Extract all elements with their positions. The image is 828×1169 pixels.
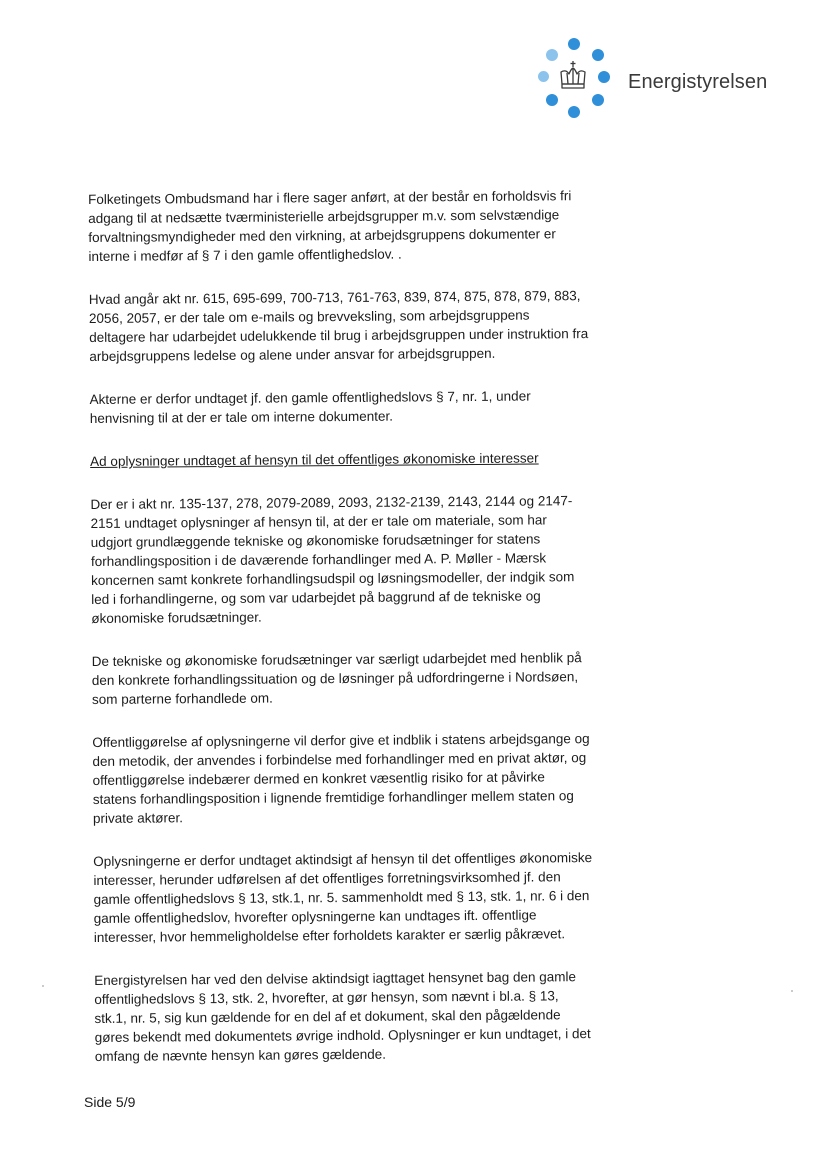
text-line: offentliggørelse indebærer dermed en konkret væsentlig risiko for at påvirke <box>92 769 545 788</box>
brand-name: Energistyrelsen <box>628 71 768 93</box>
paragraph <box>90 386 618 428</box>
text-line: stk.1, nr. 5, sig kun gældende for en del af et dokument, skal den pågældende <box>94 1007 561 1026</box>
logo-mark <box>534 38 610 122</box>
text-line: gamle offentlighedslov, hvorefter oplysningerne kan undtages ift. offentlige <box>93 907 537 926</box>
text-line: offentlighedslovs § 13, stk. 2, hvorefter, at gør hensyn, som nævnt i bl.a. § 13, <box>94 988 559 1007</box>
energistyrelsen-logo <box>534 38 774 122</box>
logo-dot <box>568 38 580 50</box>
logo-dot <box>538 71 549 82</box>
paragraph <box>89 286 618 366</box>
text-line: Der er i akt nr. 135-137, 278, 2079-2089, 2093, 2132-2139, 2143, 2144 og 2147- <box>90 493 573 512</box>
text-line: gamle offentlighedslovs § 13, stk.1, nr. 5. sammenholdt med § 13, stk. 1, nr. 6 i den <box>93 888 590 907</box>
paragraph <box>92 729 621 828</box>
text-line: Hvad angår akt nr. 615, 695-699, 700-713, 761-763, 839, 874, 875, 878, 879, 883, <box>88 288 581 307</box>
section-heading: Ad oplysninger undtaget af hensyn til det offentliges økonomiske interesser <box>90 450 539 469</box>
text-line: udgjort grundlæggende tekniske og økonomiske forudsætninger for statens <box>90 531 541 550</box>
text-line: Folketingets Ombudsmand har i flere sager anført, at der består en forholdsvis fri <box>88 188 572 207</box>
text-line: interesser, herunder udførelsen af det offentliges forretningsvirksomhed jf. den <box>93 869 561 888</box>
paragraph <box>92 648 620 709</box>
text-line: den metodik, der anvendes i forbindelse med forhandlinger med en privat aktør, og <box>92 750 587 769</box>
logo-dot <box>546 49 558 61</box>
text-line: adgang til at nedsætte tværministerielle arbejdsgrupper m.v. som selvstændige <box>88 207 560 226</box>
paragraph <box>90 491 619 628</box>
text-line: Oplysningerne er derfor undtaget aktindsigt af hensyn til det offentliges økonomiske <box>93 850 593 869</box>
text-line: omfang de nævnte hensyn kan gøres gældende. <box>94 1046 387 1064</box>
text-line: deltagere har udarbejdet udelukkende til brug i arbejdsgruppen under instruktion fra <box>89 326 589 345</box>
text-line: økonomiske forudsætninger. <box>91 609 262 626</box>
letter-body <box>88 186 623 1090</box>
paragraph <box>93 848 622 947</box>
text-line: 2151 undtaget oplysninger af hensyn til, at der er tale om materiale, som har <box>90 512 547 531</box>
text-line: henvisning til at der er tale om interne dokumenter. <box>89 408 394 426</box>
text-line: led i forhandlingerne, og som var udarbejdet på baggrund af de tekniske og <box>91 588 541 607</box>
text-line: arbejdsgruppens ledelse og alene under ansvar for arbejdsgruppen. <box>89 345 496 364</box>
logo-dot <box>568 106 580 118</box>
page-number: Side 5/9 <box>84 1094 136 1110</box>
scan-speck <box>791 990 793 992</box>
paragraph <box>88 186 617 266</box>
logo-dot <box>546 94 558 106</box>
text-line: interne i medfør af § 7 i den gamle offentlighedslov. . <box>88 246 402 264</box>
paragraph <box>94 967 623 1066</box>
logo-dot <box>598 71 610 83</box>
text-line: Offentliggørelse af oplysningerne vil derfor give et indblik i statens arbejdsgange og <box>92 731 590 750</box>
text-line: statens forhandlingsposition i lignende fremtidige forhandlinger mellem staten og <box>92 788 574 807</box>
text-line: private aktører. <box>92 810 184 826</box>
text-line: Energistyrelsen har ved den delvise aktindsigt iagttaget hensynet bag den gamle <box>94 969 577 988</box>
text-line: koncernen samt konkrete forhandlingsudspil og løsningsmodeller, der indgik som <box>91 569 575 588</box>
logo-dot <box>592 94 604 106</box>
text-line: forvaltningsmyndigheder med den virkning, at arbejdsgruppens dokumenter er <box>88 226 556 245</box>
text-line: 2056, 2057, er der tale om e-mails og brevveksling, som arbejdsgruppens <box>88 307 530 326</box>
logo-dot <box>592 49 604 61</box>
text-line: forhandlingsposition i de daværende forhandlinger med A. P. Møller - Mærsk <box>90 550 547 569</box>
text-line: interesser, hvor hemmeligholdelse efter forholdets karakter er særlig påkrævet. <box>93 926 566 945</box>
scan-speck <box>42 985 44 987</box>
text-line: som parterne forhandlede om. <box>91 690 273 707</box>
text-line: gøres bekendt med dokumentets øvrige indhold. Oplysninger er kun undtaget, i det <box>94 1026 591 1045</box>
text-line: Akterne er derfor undtaget jf. den gamle offentlighedslovs § 7, nr. 1, under <box>89 388 531 407</box>
text-line: De tekniske og økonomiske forudsætninger var særligt udarbejdet med henblik på <box>91 650 582 669</box>
text-line: den konkrete forhandlingssituation og de løsninger på udfordringerne i Nordsøen, <box>91 669 579 688</box>
crown-icon <box>558 60 588 94</box>
